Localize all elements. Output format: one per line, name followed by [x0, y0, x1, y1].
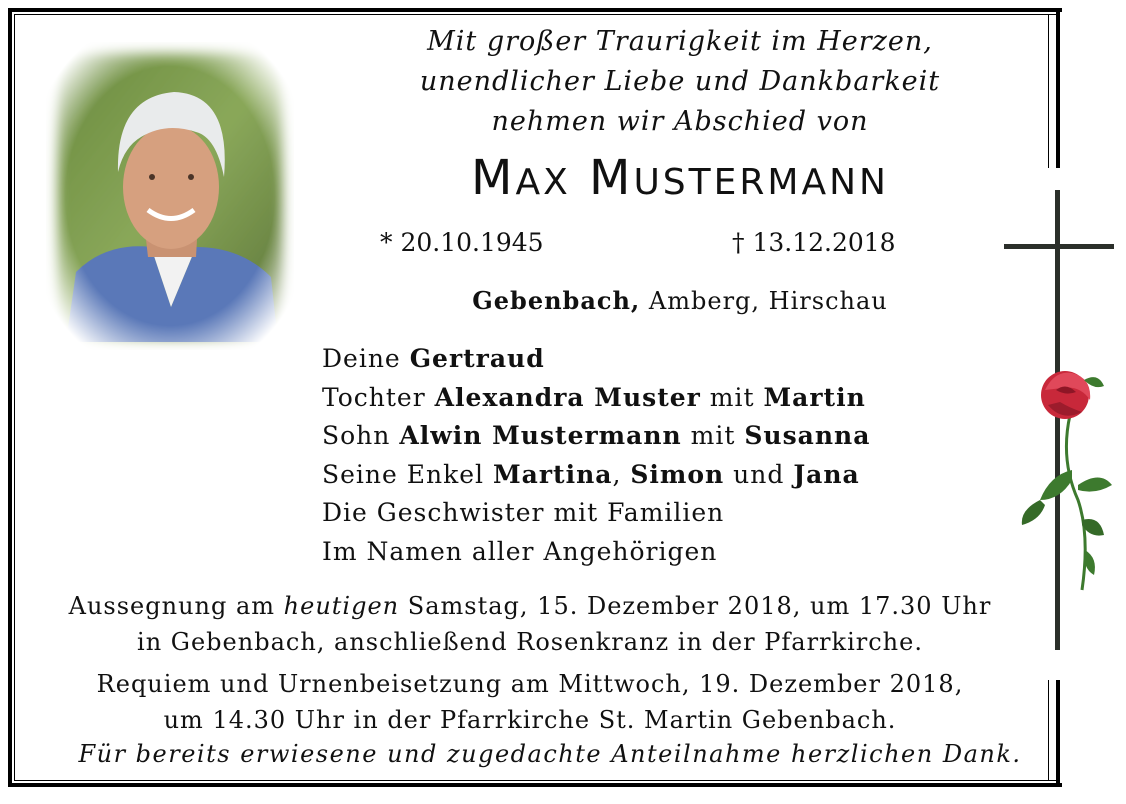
service-info: [20, 588, 1040, 660]
family-name: Alwin Mustermann: [399, 421, 682, 450]
requiem-info: [20, 666, 1040, 738]
name-last-initial: M: [589, 150, 634, 206]
requiem-line-1: Requiem und Urnenbeisetzung am Mittwoch, 19. Dezember 2018,: [96, 670, 964, 698]
service-emphasis: heutigen: [283, 592, 400, 620]
intro-line-1: Mit großer Traurigkeit im Herzen,: [427, 26, 933, 57]
family-text: Tochter: [322, 382, 435, 412]
family-text: Deine: [322, 344, 410, 373]
family-list: [322, 340, 870, 571]
family-name: Martin: [763, 382, 866, 412]
family-row: [322, 340, 870, 379]
border-right-bottom: [1056, 680, 1060, 787]
border-right-top-thin: [1048, 14, 1049, 168]
service-text: Aussegnung am: [68, 592, 284, 620]
family-name: Alexandra Muster: [434, 382, 701, 412]
requiem-line-2: um 14.30 Uhr in der Pfarrkirche St. Martin Gebenbach.: [163, 706, 897, 734]
name-first-rest: AX: [515, 162, 571, 203]
family-text: mit: [700, 382, 764, 412]
family-text: mit: [681, 421, 745, 450]
service-line-2: in Gebenbach, anschließend Rosenkranz in der Pfarrkirche.: [137, 628, 923, 656]
birth-date: * 20.10.1945: [380, 228, 544, 257]
border-right-top: [1056, 8, 1060, 168]
family-name: Gertraud: [409, 344, 545, 373]
family-name: Simon: [630, 459, 725, 489]
family-row: Die Geschwister mit Familien: [322, 498, 725, 527]
intro-text: [330, 22, 1030, 142]
family-text: Seine Enkel: [322, 459, 493, 489]
family-row: [322, 456, 870, 495]
death-date: † 13.12.2018: [732, 228, 896, 257]
family-text: Sohn: [322, 421, 400, 450]
intro-line-2: unendlicher Liebe und Dankbarkeit: [419, 66, 941, 97]
name-last-rest: USTERMANN: [633, 162, 889, 203]
family-row: [322, 417, 870, 456]
deceased-name: [330, 150, 1030, 206]
name-first-initial: M: [471, 150, 516, 206]
family-row: Im Namen aller Angehörigen: [322, 536, 718, 566]
cross-with-rose-icon: [1000, 190, 1120, 650]
place-main: Gebenbach,: [472, 286, 641, 315]
family-row: [322, 379, 870, 418]
family-name: Martina: [493, 459, 613, 489]
thanks-line: Für bereits erwiesene und zugedachte Anteilnahme herzlichen Dank.: [78, 740, 1022, 768]
service-text: Samstag, 15. Dezember 2018, um 17.30 Uhr: [399, 592, 992, 620]
family-text: ,: [612, 459, 631, 489]
place-rest: Amberg, Hirschau: [648, 287, 888, 315]
places-line: [330, 286, 1030, 315]
family-text: und: [724, 459, 794, 489]
service-line-1: [20, 588, 1040, 624]
family-name: Susanna: [744, 421, 871, 450]
portrait-photo: [46, 42, 294, 350]
intro-line-3: nehmen wir Abschied von: [491, 106, 869, 137]
family-name: Jana: [793, 459, 860, 489]
